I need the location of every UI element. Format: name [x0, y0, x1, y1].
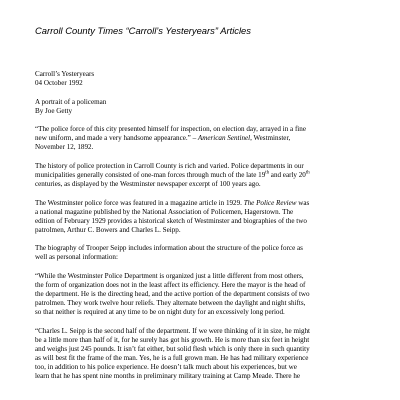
paragraph-3	[35, 244, 375, 262]
paragraph-line: be a little more than half of it, for he surely has got his growth. He is more than six feet in height	[35, 335, 310, 344]
paragraph-4	[35, 272, 375, 317]
paragraph-line: patrolmen. They work twelve hour reliefs. They alternate between the daylight and night shifts,	[35, 299, 306, 308]
superscript: th	[265, 170, 270, 176]
paragraph-line: learn that he has spent nine months in preliminary military training at Camp Meade. There he	[35, 372, 301, 381]
quote-line: November 12, 1892.	[35, 143, 94, 152]
paragraph-line: “While the Westminster Police Department is organized just a little different from most others,	[35, 271, 304, 280]
paragraph-line: edition of February 1929 provides a historical sketch of Westminster and biographies of the two	[35, 216, 307, 225]
quote-line: “The police force of this city presented himself for inspection, on election day, arrayed in a fine	[35, 125, 306, 134]
opening-quote	[35, 125, 375, 152]
column-name: Carroll’s Yesteryears	[35, 70, 95, 78]
paragraph-2	[35, 199, 375, 235]
paragraph-line: a national magazine published by the National Association of Policemen, Hagerstown. The	[35, 207, 294, 216]
superscript: th	[305, 170, 310, 176]
paragraph-text: The Westminster police force was featured in a magazine article in 1929.	[35, 198, 242, 207]
paragraph-1	[35, 162, 375, 189]
quote-text: , Westminster,	[250, 134, 291, 143]
paragraph-5	[35, 327, 375, 382]
paragraph-line: so that neither is required at any time to be on night duty for an excessively long period.	[35, 308, 285, 317]
quote-text: new uniform, and made a very handsome appearance.” –	[35, 134, 197, 143]
magazine-title: The Police Review	[243, 198, 297, 207]
quote-source: American Sentinel	[197, 134, 251, 143]
article-byline: By Joe Getty	[35, 106, 73, 115]
paragraph-text: was	[296, 198, 310, 207]
paragraph-line: The history of police protection in Carroll County is rich and varied. Police departments in our	[35, 161, 304, 170]
paragraph-line: patrolmen, Arthur C. Bowers and Charles L. Seipp.	[35, 225, 181, 234]
paragraph-text: and early 20	[269, 170, 306, 179]
paragraph-line	[35, 171, 375, 180]
paragraph-line: centuries, as displayed by the Westminster newspaper excerpt of 100 years ago.	[35, 180, 261, 189]
paragraph-line: as will best fit the frame of the man. Yes, he is a full grown man. He has had military experience	[35, 353, 309, 362]
article-meta	[35, 70, 375, 88]
paragraph-text: municipalities generally consisted of one-man forces through much of the late 19	[35, 170, 266, 179]
paragraph-line: too, in addition to his police experience. He doesn’t talk much about his experiences, but we	[35, 363, 297, 372]
paragraph-line: The biography of Trooper Seipp includes information about the structure of the police force as	[35, 244, 303, 253]
paragraph-line	[35, 199, 375, 208]
quote-line	[35, 134, 375, 143]
page-header-title: Carroll County Times “Carroll’s Yesteryears” Articles	[35, 25, 251, 36]
paragraph-line: and weighs just 245 pounds. It isn’t fat either, but solid flesh which is only there in such quantity	[35, 344, 310, 353]
paragraph-line: the department. He is the directing head, and the active portion of the department consists of two	[35, 290, 310, 299]
article-date: 04 October 1992	[35, 79, 83, 88]
paragraph-line: the form of organization does not in the least affect its efficiency. Here the mayor is the head of	[35, 280, 306, 289]
article-heading	[35, 98, 375, 116]
paragraph-line: well as personal information:	[35, 253, 118, 262]
paragraph-line: “Charles L. Seipp is the second half of the department. If we were thinking of it in size, he might	[35, 326, 311, 335]
article-headline: A portrait of a policeman	[35, 97, 107, 106]
article-body	[35, 70, 375, 391]
